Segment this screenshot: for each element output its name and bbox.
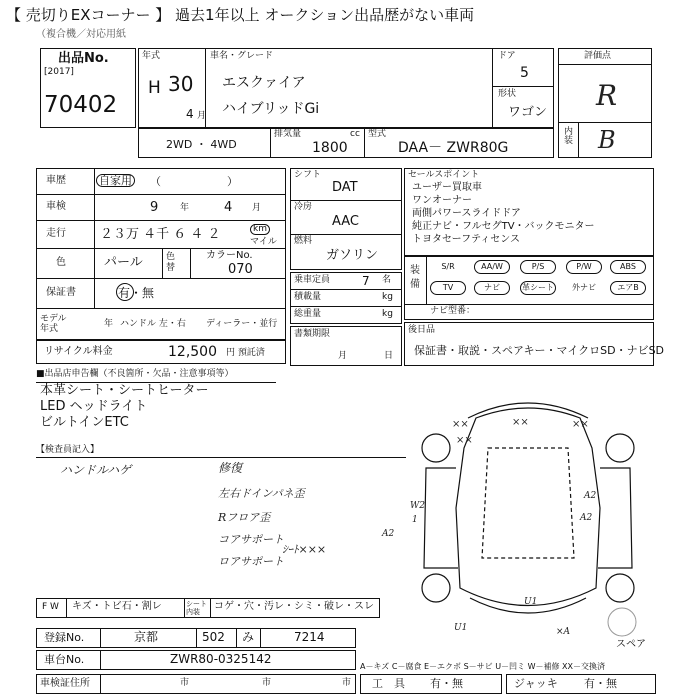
inspection-year-unit: 年 (180, 203, 190, 213)
deadline-month: 月 (338, 351, 348, 361)
warranty-value: 有・無 (118, 286, 155, 300)
fuel-value: ガソリン (326, 248, 379, 263)
fuel-label: 燃料 (294, 236, 313, 246)
left-door-line (424, 468, 458, 568)
wheel-fl (422, 434, 450, 462)
year-month: 4 (186, 107, 194, 121)
aircon-value: AAC (332, 214, 359, 229)
car-roof-outline (482, 448, 574, 558)
capacity-unit: 名 (382, 275, 392, 285)
model-label: 車名・グレード (210, 51, 274, 61)
capacity-value: 7 (362, 274, 370, 288)
fw-seat-label: シート内装 (186, 600, 207, 616)
fw-value: キズ・トビ石・割レ (72, 601, 162, 612)
recycle-label: リサイクル料金 (44, 346, 113, 357)
sales-point-5: トヨタセーフティセンス (412, 234, 520, 245)
model-year-handle: ハンドル 左・右 (120, 319, 186, 329)
equip-abs: ABS (610, 260, 646, 274)
warranty-label: 保証書 (46, 287, 76, 298)
spare-tire-icon (608, 608, 636, 636)
diagram-mark-2: ×× (512, 417, 529, 428)
year-month-unit: 月 (197, 111, 207, 121)
score-value: R (596, 79, 618, 112)
history-paren: （ ） (150, 175, 238, 188)
tools-value: 有・無 (430, 677, 463, 690)
color-code-label: カラーNo. (206, 250, 253, 261)
lot-label: 出品No. (58, 51, 109, 66)
equip-sr: S/R (441, 262, 455, 271)
banner-title: 【 売切りEXコーナー 】 過去1年以上 オークション出品歴がない車両 (6, 6, 475, 24)
front-bumper-line (468, 403, 588, 418)
warranty-circle (116, 283, 134, 301)
wheel-rl (422, 574, 450, 602)
equip-navi-model: ナビ型番： (430, 306, 476, 316)
recycle-unit: 円 預託済 (226, 348, 265, 358)
doors-label: ドア (498, 51, 516, 61)
fw-seat-value: コゲ・穴・汚レ・シミ・破レ・スレ (214, 601, 374, 612)
color-code: 070 (228, 262, 253, 277)
inspector-label: 【検査員記入】 (36, 445, 100, 455)
model-year-year: 年 (104, 319, 114, 329)
registration-number: 7214 (294, 630, 325, 644)
later-items-label: 後日品 (408, 325, 436, 335)
model-grade: ハイブリッドGi (222, 101, 320, 117)
history-label: 車歴 (46, 175, 66, 186)
displacement-value: 1800 (312, 140, 348, 156)
total-weight-label: 総重量 (294, 309, 322, 319)
diagram-mark-6: A2 (580, 513, 593, 523)
car-body-outline (456, 408, 600, 606)
sales-point-4: 純正ナビ・フルセグTV・バックモニター (412, 221, 595, 232)
diagram-mark-11: ×A (556, 627, 571, 637)
inspector-note-6: ロアサポート (218, 555, 284, 568)
mileage-label: 走行 (46, 228, 66, 239)
inspector-note-3: 左右ドインパネ歪 (218, 487, 305, 500)
spare-label: スペア (616, 639, 646, 650)
jack-label: ジャッキ (514, 677, 558, 690)
model-year-dealer: ディーラー・並行 (206, 319, 278, 329)
wheel-fr (606, 434, 634, 462)
equip-navi: ナビ (474, 281, 510, 295)
model-name: エスクァイア (222, 75, 306, 91)
doors-value: 5 (520, 65, 529, 81)
diagram-mark-9: U1 (454, 623, 468, 633)
diagram-mark-3: ×× (572, 419, 589, 430)
color-value: パール (104, 255, 143, 270)
deadline-label: 書類期限 (294, 329, 331, 339)
score-label: 評価点 (584, 51, 612, 61)
declaration-line-3: ビルトインETC (40, 415, 129, 430)
inspection-year: 9 (150, 200, 159, 215)
color-change: 色替 (166, 252, 176, 273)
load-unit: kg (382, 292, 393, 302)
mileage-unit: km (250, 224, 270, 235)
diagram-mark-7: A2 (382, 529, 395, 539)
cert-chip-2: 市 (262, 678, 272, 688)
inspection-month-unit: 月 (252, 203, 262, 213)
cert-label: 車検証住所 (40, 678, 90, 689)
top-left-note: （複合機／対応用紙 (36, 29, 126, 40)
type-value: DAA－ ZWR80G (398, 140, 509, 156)
lot-number: 70402 (44, 92, 118, 118)
diagram-mark-5: A2 (584, 491, 597, 501)
declaration-label: ■出品店申告欄（不良箇所・欠品・注意事項等） (36, 369, 234, 379)
year-era: H (148, 78, 161, 98)
deadline-day: 日 (384, 351, 394, 361)
displacement-label: 排気量 (274, 129, 302, 139)
drive-value: 2WD ・ 4WD (166, 138, 237, 151)
lot-year-tag: [2017] (44, 67, 74, 77)
inspector-note-7: ｼｰﾄ××× (282, 543, 327, 556)
sales-points-label: セールスポイント (408, 170, 480, 180)
equip-leather: 革シート (520, 281, 556, 295)
recycle-value: 12,500 (168, 344, 217, 360)
shift-label: シフト (294, 170, 322, 180)
jack-value: 有・無 (584, 677, 617, 690)
right-door-line (598, 468, 632, 568)
equip-pw: P/W (566, 260, 602, 274)
chassis-value: ZWR80-0325142 (170, 652, 272, 666)
inspector-note-5: コアサポート (218, 533, 284, 546)
registration-region: 京都 (134, 630, 159, 644)
registration-label: 登録No. (44, 631, 85, 644)
diagram-mark-8: W2 (410, 501, 425, 511)
capacity-label: 乗車定員 (294, 275, 331, 285)
type-label: 型式 (368, 129, 387, 139)
chassis-label: 車台No. (44, 653, 85, 666)
equip-airbag: エアB (610, 281, 646, 295)
diagram-mark-12: 1 (412, 515, 418, 525)
shape-label: 形状 (498, 89, 517, 99)
interior-value: B (598, 126, 616, 154)
tools-label: 工 具 (372, 677, 405, 690)
shift-value: DAT (332, 180, 358, 195)
inspection-month: 4 (224, 200, 233, 215)
sales-point-1: ユーザー買取車 (412, 182, 482, 193)
declaration-line-2: LED ヘッドライト (40, 399, 148, 414)
sales-point-3: 両側パワースライドドア (412, 208, 521, 219)
inspector-note-1: ハンドルハゲ (60, 463, 132, 477)
inspection-label: 車検 (46, 201, 66, 212)
aircon-label: 冷房 (294, 202, 313, 212)
equip-ext-navi: 外ナビ (572, 283, 596, 292)
load-label: 積載量 (294, 292, 322, 302)
fw-label: F W (42, 602, 59, 612)
total-weight-unit: kg (382, 309, 393, 319)
equip-aaw: AA/W (474, 260, 510, 274)
declaration-line-1: 本革シート・シートヒーター (40, 383, 209, 398)
sales-point-2: ワンオーナー (412, 195, 472, 206)
interior-label: 内装 (564, 127, 574, 146)
registration-kana: み (242, 630, 255, 644)
year-value: 30 (168, 72, 194, 96)
diagram-mark-1: ×× (452, 419, 469, 430)
model-year-label: モデル年式 (40, 314, 67, 334)
mileage-value: ２３万 ４千 ６ ４ ２ (100, 227, 221, 242)
year-label: 年式 (142, 51, 161, 61)
color-label: 色 (56, 257, 66, 268)
equip-ps: P/S (520, 260, 556, 274)
diagram-mark-4: ×× (456, 435, 473, 446)
cert-chip-1: 市 (180, 678, 190, 688)
equipment-label: 装備 (410, 265, 420, 290)
damage-legend: A－キズ C－腐食 E－エクボ S－サビ U－凹ミ W－補修 XX－交換済 (360, 662, 606, 671)
equip-tv: TV (430, 281, 466, 295)
history-value: 自家用 (96, 174, 135, 187)
inspector-note-4: Rフロア歪 (218, 511, 271, 524)
shape-value: ワゴン (508, 105, 548, 120)
displacement-unit: cc (350, 129, 360, 139)
cert-chip-3: 市 (342, 678, 352, 688)
wheel-rr (606, 574, 634, 602)
later-items-value: 保証書・取説・スペアキー・マイクロSD・ナビSD (414, 344, 665, 357)
registration-class: 502 (202, 630, 225, 644)
diagram-mark-10: U1 (524, 597, 538, 607)
mileage-mile: マイル (250, 237, 277, 247)
inspector-note-2: 修復 (218, 461, 243, 475)
